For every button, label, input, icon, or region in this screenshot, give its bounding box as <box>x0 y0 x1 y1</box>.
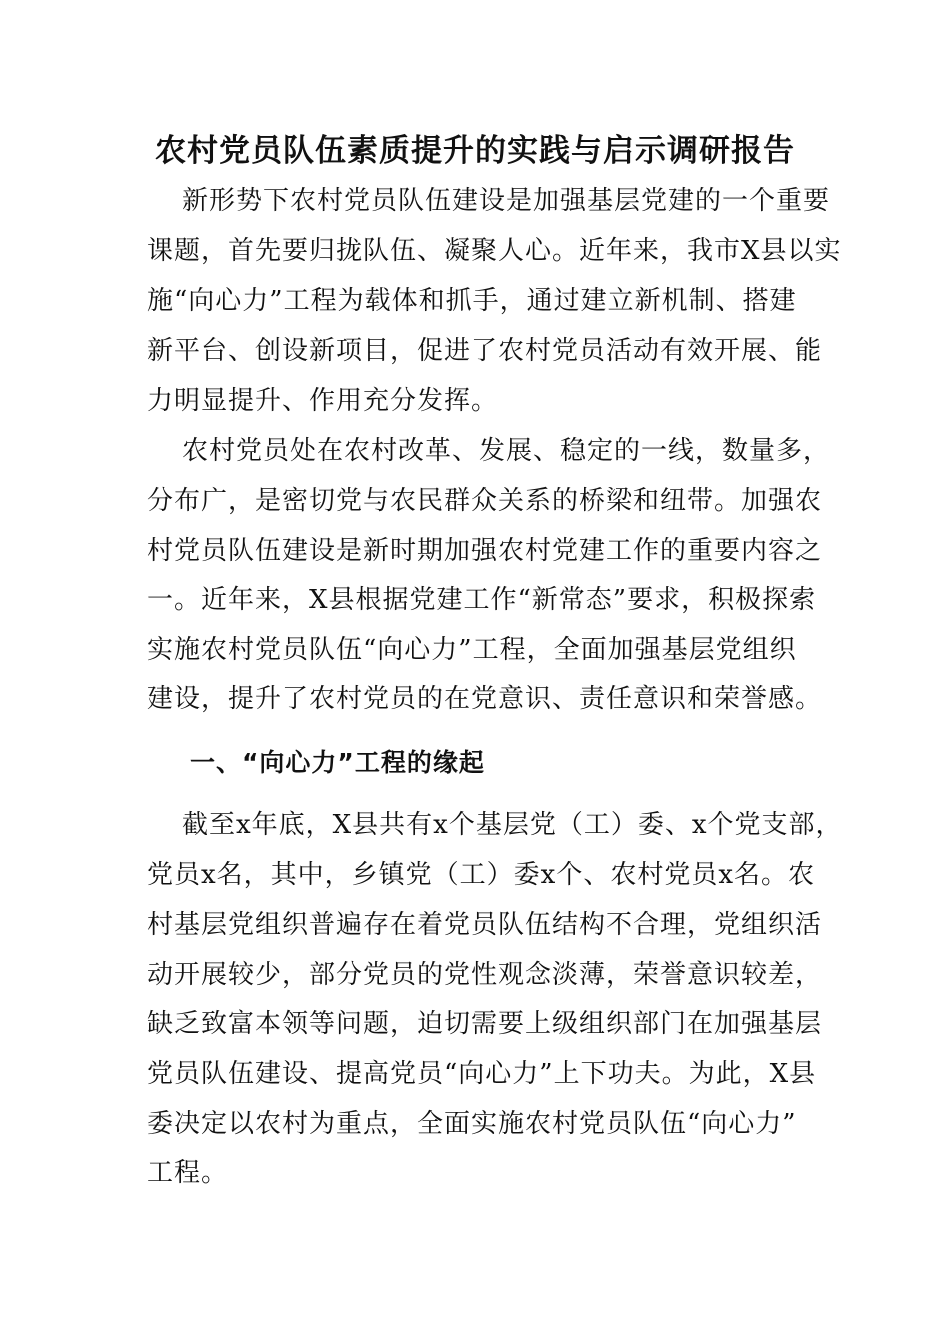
paragraph-2-line-5: 实施农村党员队伍“向心力”工程，全面加强基层党组织 <box>147 635 797 665</box>
paragraph-3-line-1: 截至x年底，X县共有x个基层党（工）委、x个党支部， <box>182 810 843 840</box>
paragraph-2-line-6: 建设，提升了农村党员的在党意识、责任意识和荣誉感。 <box>147 684 823 714</box>
paragraph-2-line-4: 一。近年来，X县根据党建工作“新常态”要求，积极探索 <box>147 585 817 615</box>
paragraph-1-line-1: 新形势下农村党员队伍建设是加强基层党建的一个重要 <box>182 186 831 216</box>
paragraph-3-line-6: 党员队伍建设、提高党员“向心力”上下功夫。为此，X县 <box>147 1059 817 1089</box>
paragraph-1-line-3: 施“向心力”工程为载体和抓手，通过建立新机制、搭建 <box>147 286 797 316</box>
paragraph-3-line-7: 委决定以农村为重点，全面实施农村党员队伍“向心力” <box>147 1109 797 1139</box>
paragraph-2-line-1: 农村党员处在农村改革、发展、稳定的一线，数量多， <box>182 436 831 466</box>
paragraph-3-line-4: 动开展较少，部分党员的党性观念淡薄，荣誉意识较差， <box>147 960 823 990</box>
paragraph-1-line-2: 课题，首先要归拢队伍、凝聚人心。近年来，我市X县以实 <box>147 236 842 266</box>
paragraph-3-line-8: 工程。 <box>147 1158 229 1188</box>
paragraph-2-line-3: 村党员队伍建设是新时期加强农村党建工作的重要内容之 <box>147 536 823 566</box>
paragraph-1-line-4: 新平台、创设新项目，促进了农村党员活动有效开展、能 <box>147 336 823 366</box>
paragraph-2-line-2: 分布广，是密切党与农民群众关系的桥梁和纽带。加强农 <box>147 486 823 516</box>
paragraph-3-line-2: 党员x名，其中，乡镇党（工）委x个、农村党员x名。农 <box>147 860 815 890</box>
paragraph-1-line-5: 力明显提升、作用充分发挥。 <box>147 386 499 416</box>
paragraph-3-line-5: 缺乏致富本领等问题，迫切需要上级组织部门在加强基层 <box>147 1009 823 1039</box>
document-title: 农村党员队伍素质提升的实践与启示调研报告 <box>155 133 795 169</box>
paragraph-3-line-3: 村基层党组织普遍存在着党员队伍结构不合理，党组织活 <box>147 910 823 940</box>
section-1-heading: 一、“向心力”工程的缘起 <box>190 748 485 777</box>
